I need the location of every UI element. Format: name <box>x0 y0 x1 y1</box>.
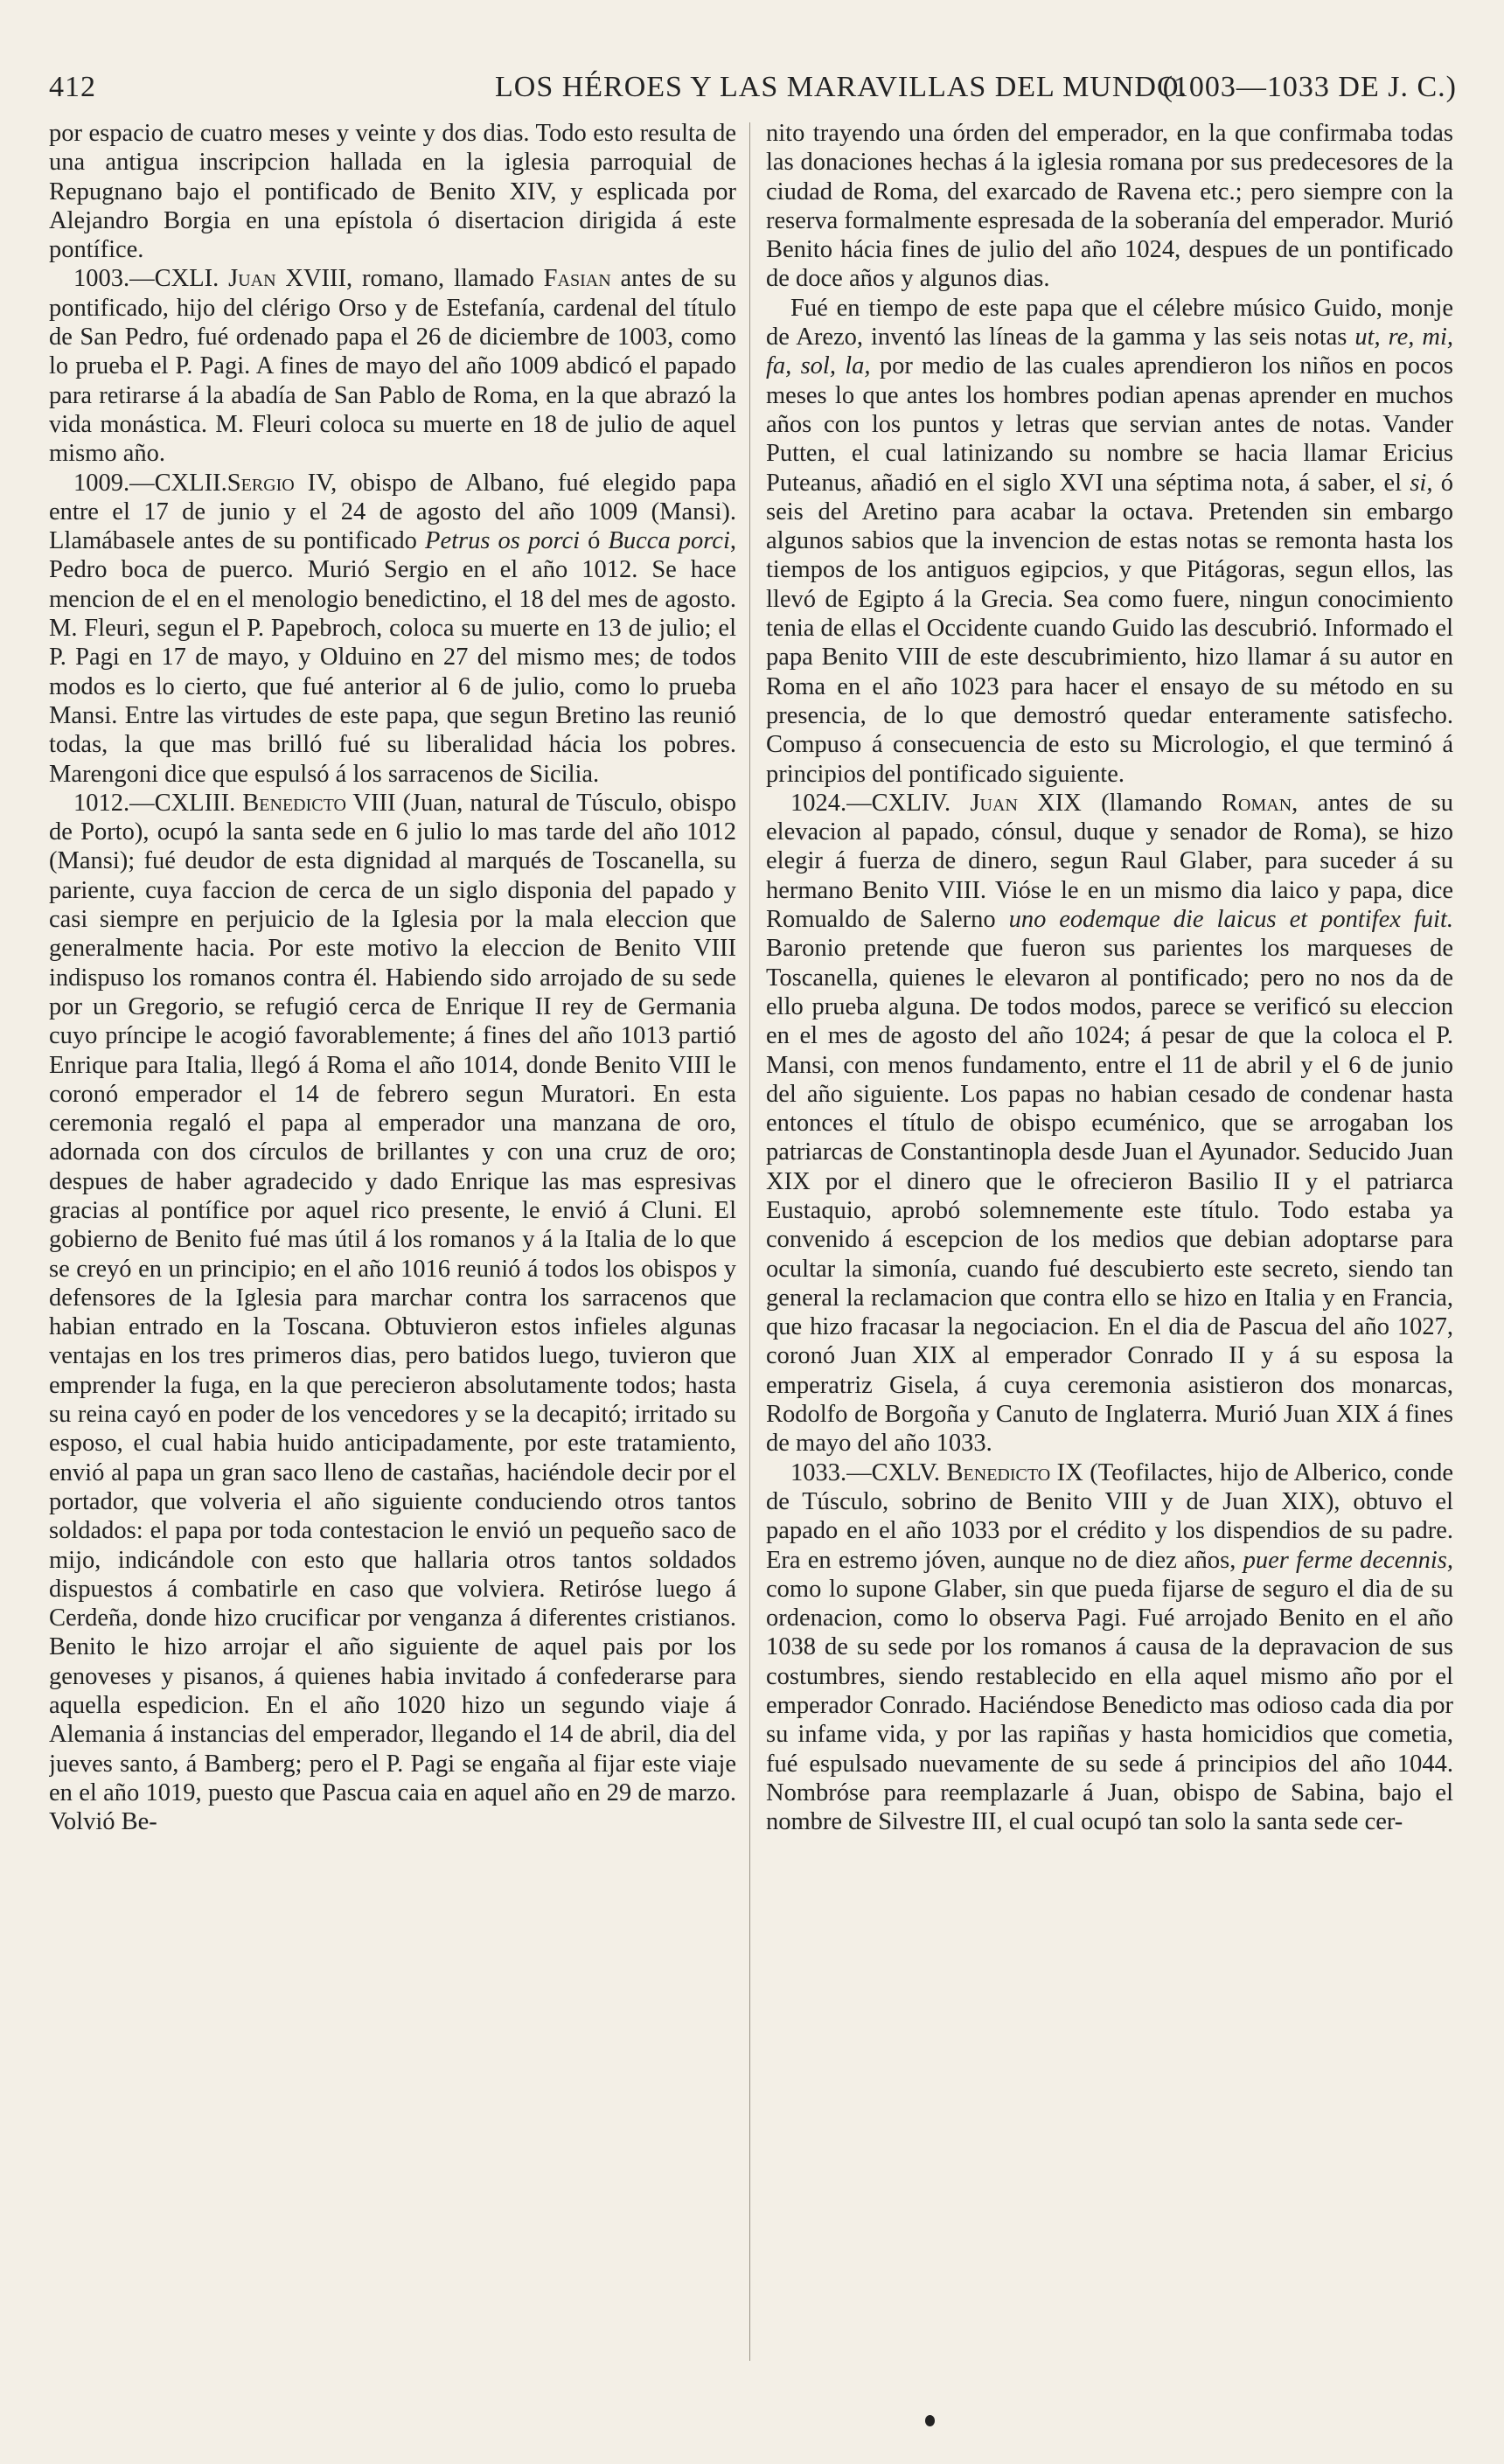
paragraph: 1012.—CXLIII. Benedicto VIII (Juan, natural de Túsculo, obispo de Porto), ocupó la santa sede en 6 julio lo mas tarde del año 1012 (Mansi); fué deudor de esta dignidad al marqués de Toscanella, su pariente, cuya faccion de cerca de un siglo disponia del papado y casi siempre en perjuicio de la Iglesia por la mala eleccion que generalmente hacia. Por este motivo la eleccion de Benito VIII indispuso los romanos contra él. Habiendo sido arrojado de su sede por un Gregorio, se refugió cerca de Enrique II rey de Germania cuyo príncipe le acogió favorablemente; á fines del año 1013 partió Enrique para Italia, llegó á Roma el año 1014, donde Benito VIII le coronó emperador el 14 de febrero segun Muratori. En esta ceremonia regaló el papa al emperador una manzana de oro, adornada con dos círculos de brillantes y con una cruz de oro; despues de haber agradecido y dado Enrique las mas espresivas gracias al pontífice por aquel rico presente, le envió á Cluni. El gobierno de Benito fué mas útil á los romanos y á la Italia de lo que se creyó en un principio; en el año 1016 reunió á todos los obispos y defensores de la Iglesia para marchar contra los sarracenos que habian entrado en la Toscana. Obtuvieron estos infieles algunas ventajas en los tres primeros dias, pero batidos luego, tuvieron que emprender la fuga, en la que perecieron absolutamente todos; hasta su reina cayó en poder de los vencedores y se la decapitó; irritado su esposo, el cual habia huido anticipadamente, por este tratamiento, envió al papa un gran saco lleno de castañas, haciéndole decir por el portador, que volveria el año siguiente conduciendo otros tantos soldados: el papa por toda contestacion le envió un pequeño saco de mijo, indicándole con esto que hallaria otros tantos soldados dispuestos á combatirle en caso que volviera. Retiróse luego á Cerdeña, donde hizo crucificar por venganza á diferentes cristianos. Benito le hizo arrojar el año siguiente de aquel pais por los genoveses y pisanos, á quienes habia invitado á confederarse para aquella espedicion. En el año 1020 hizo un segundo viaje á Alemania á instancias del emperador, llegando el 14 de abril, dia del jueves santo, á Bamberg; pero el P. Pagi se engaña al fijar este viaje en el año 1019, puesto que Pascua caia en aquel año en 29 de marzo. Volvió Be- <box>49 789 736 1836</box>
pope-name: Juan XIX <box>970 789 1082 817</box>
column-divider <box>749 122 750 2361</box>
paragraph: 1033.—CXLV. Benedicto IX (Teofilactes, hijo de Alberico, conde de Túsculo, sobrino de Benito VIII y de Juan XIX), obtuvo el papado en el año 1033 por el crédito y los dispendios de su padre. Era en estremo jóven, aunque no de diez años, puer ferme decennis, como lo supone Glaber, sin que pueda fijarse de seguro el dia de su ordenacion, como lo observa Pagi. Fué arrojado Benito en el año 1038 de su sede por los romanos á causa de la depravacion de sus costumbres, siendo restablecido en ella aquel mismo año por el emperador Conrado. Haciéndose Benedicto mas odioso cada dia por su infame vida, y por las rapiñas y hasta homicidios que cometia, fué espulsado nuevamente de su sede á principios del año 1044. Nombróse para reemplazarle á Juan, obispo de Sabina, bajo el nombre de Silvestre III, el cual ocupó tan solo la santa sede cer- <box>766 1458 1453 1836</box>
pope-name: Sergio IV, <box>226 469 338 497</box>
paragraph: 1009.—CXLII.Sergio IV, obispo de Albano, fué elegido papa entre el 17 de junio y el 24 de agosto del año 1009 (Mansi). Llamábasele antes de su pontificado Petrus os porci ó Bucca porci, Pedro boca de puerco. Murió Sergio en el año 1012. Se hace mencion de el en el menologio benedictino, el 18 del mes de agosto. M. Fleuri, segun el P. Papebroch, coloca su muerte en 13 de julio; el P. Pagi en 17 de mayo, y Olduino en 27 del mismo mes; de todos modos es lo cierto, que fué anterior al 6 de julio, como lo prueba Mansi. Entre las virtudes de este papa, que segun Bretino las reunió todas, la que mas brilló fué su liberalidad hácia los pobres. Marengoni dice que espulsó á los sarracenos de Sicilia. <box>49 469 736 788</box>
paragraph: 1024.—CXLIV. Juan XIX (llamando Roman, antes de su elevacion al papado, cónsul, duque y senador de Roma), se hizo elegir á fuerza de dinero, segun Raul Glaber, para suceder á su hermano Benito VIII. Vióse le en un mismo dia laico y papa, dice Romualdo de Salerno uno eodemque die laicus et pontifex fuit. Baronio pretende que fueron sus parientes los marqueses de Toscanella, quienes le elevaron al pontificado; pero no nos da de ello prueba alguna. De todos modos, parece se verificó su eleccion en el mes de agosto del año 1024; á pesar de que la coloca el P. Mansi, con menos fundamento, entre el 11 de abril y el 6 de junio del año siguiente. Los papas no habian cesado de condenar hasta entonces el título de obispo ecuménico, que se arrogaban los patriarcas de Constantinopla desde Juan el Ayunador. Seducido Juan XIX por el dinero que le ofrecieron Basilio II y el patriarca Eustaquio, aprobó solemnemente este título. Todo estaba ya convenido á escepcion de los medios que debian adoptarse para ocultar la simonía, cuando fué descubierto este secreto, siendo tan general la reclamacion que contra ello se hizo en Italia y en Francia, que hizo fracasar la negociacion. En el dia de Pascua del año 1027, coronó Juan XIX al emperador Conrado II y á su esposa la emperatriz Gisela, á cuya ceremonia asistieron dos monarcas, Rodolfo de Borgoña y Canuto de Inglaterra. Murió Juan XIX á fines de mayo del año 1033. <box>766 789 1453 1458</box>
year-range: (1003—1033 DE J. C.) <box>1162 71 1457 103</box>
pope-name: Juan XVIII, <box>228 265 353 293</box>
pope-name: Benedicto VIII <box>242 789 396 817</box>
paragraph: nito trayendo una órden del emperador, en la que confirmaba todas las donaciones hechas á la iglesia romana por sus predecesores de la ciudad de Roma, del exarcado de Ravena etc.; pero siempre con la reserva formalmente espresada de la soberanía del emperador. Murió Benito hácia fines de julio del año 1024, despues de un pontificado de doce años y algunos dias. <box>766 120 1453 293</box>
left-column <box>49 119 736 2357</box>
running-header <box>49 61 1457 114</box>
print-mark <box>925 2415 935 2426</box>
running-title: LOS HÉROES Y LAS MARAVILLAS DEL MUNDO. <box>495 71 1188 103</box>
pope-name: Benedicto IX <box>946 1458 1083 1486</box>
page-number: 412 <box>49 71 96 103</box>
paragraph: por espacio de cuatro meses y veinte y dos dias. Todo esto resulta de una antigua inscripcion hallada en la iglesia parroquial de Repugnano bajo el pontificado de Benito XIV, y esplicada por Alejandro Borgia en una epístola ó disertacion dirigida á este pontífice. <box>49 120 736 264</box>
paragraph: 1003.—CXLI. Juan XVIII, romano, llamado Fasian antes de su pontificado, hijo del clérigo Orso y de Estefanía, cardenal del título de San Pedro, fué ordenado papa el 26 de diciembre de 1003, como lo prueba el P. Pagi. A fines de mayo del año 1009 abdicó el papado para retirarse á la abadía de San Pablo de Roma, en la que abrazó la vida monástica. M. Fleuri coloca su muerte en 18 de julio de aquel mismo año. <box>49 265 736 468</box>
paragraph: Fué en tiempo de este papa que el célebre músico Guido, monje de Arezo, inventó las líneas de la gamma y las seis notas ut, re, mi, fa, sol, la, por medio de las cuales aprendieron los niños en pocos meses lo que antes los hombres podian apenas aprender en muchos años con los puntos y letras que servian antes de notas. Vander Putten, el cual latinizando su nombre se hacia llamar Ericius Puteanus, añadió en el siglo XVI una séptima nota, á saber, el si, ó seis del Aretino para acabar la octava. Pretenden sin embargo algunos sabios que la invencion de estas notas se remonta hasta los tiempos de los antiguos egipcios, y que Pitágoras, segun ellos, las llevó de Egipto á la Grecia. Sea como fuere, ningun conocimiento tenia de ellas el Occidente cuando Guido las descubrió. Informado el papa Benito VIII de este descubrimiento, hizo llamar á su autor en Roma en el año 1023 para hacer el ensayo de su método en su presencia, de lo que demostró quedar enteramente satisfecho. Compuso á consecuencia de esto su Micrologio, el que terminó á principios del pontificado siguiente. <box>766 294 1453 788</box>
right-column <box>766 119 1453 2357</box>
